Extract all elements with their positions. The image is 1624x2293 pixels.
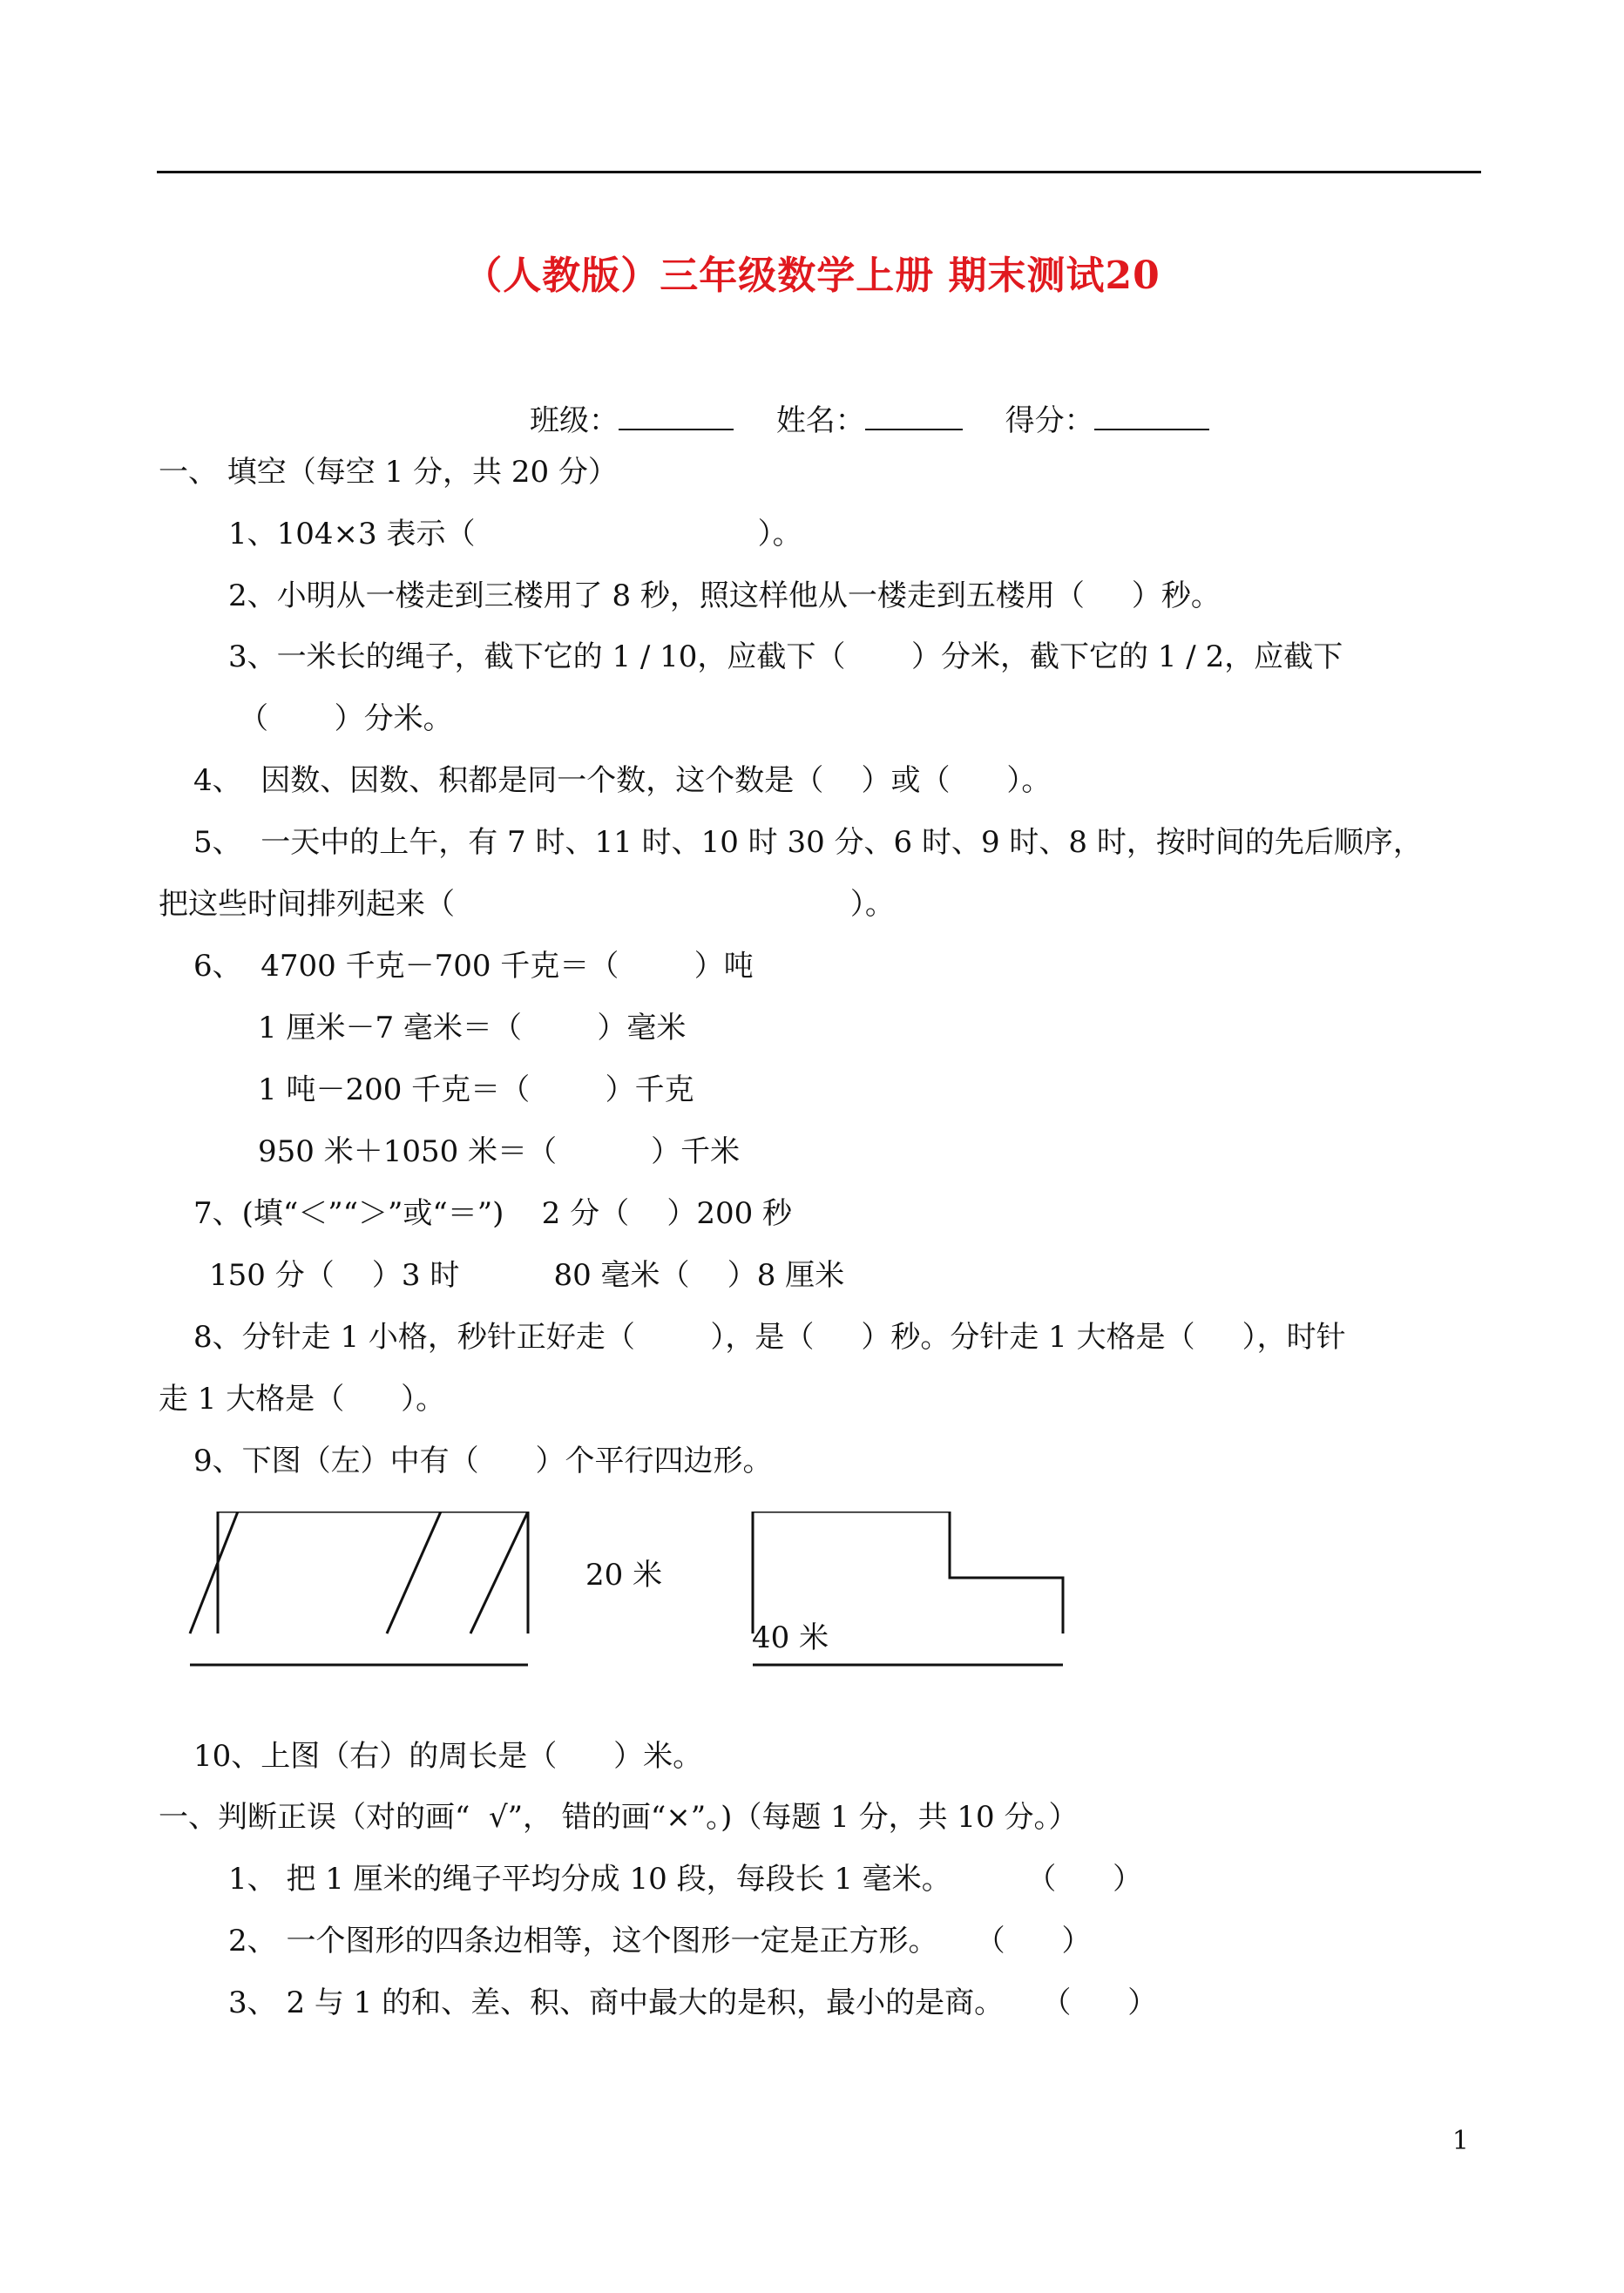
question-4: 4、 因数、因数、积都是同一个数，这个数是（ ）或（ ）。: [193, 763, 1052, 798]
left-figure-slant-2: [387, 1512, 441, 1634]
section2-heading: 一、判断正误（对的画“ √”， 错的画“×”。)（每题 1 分，共 10 分。）: [159, 1800, 1079, 1835]
label-40-meters: 40 米: [752, 1620, 829, 1655]
question-6b: 1 厘米－7 毫米＝（ ）毫米: [258, 1011, 687, 1045]
question-8b: 走 1 大格是（ ）。: [159, 1382, 446, 1417]
class-label: 班级：: [530, 403, 619, 438]
parallelogram-figure-left: [190, 1512, 528, 1665]
question-9: 9、下图（左）中有（ ）个平行四边形。: [193, 1444, 773, 1478]
question-6a: 6、 4700 千克－700 千克＝（ ）吨: [193, 949, 754, 984]
question-2: 2、小明从一楼走到三楼用了 8 秒，照这样他从一楼走到五楼用（ ）秒。: [228, 578, 1221, 613]
score-label: 得分：: [1005, 403, 1094, 438]
name-label: 姓名：: [775, 403, 865, 438]
question-5a: 5、 一天中的上午，有 7 时、11 时、10 时 30 分、6 时、9 时、8 时，按时间的先后顺序，: [193, 825, 1423, 860]
question-7a: 7、(填“＜”“＞”或“＝”) 2 分（ ）200 秒: [193, 1196, 793, 1231]
question-5b: 把这些时间排列起来（ ）。: [159, 887, 895, 922]
question-6c: 1 吨－200 千克＝（ ）千克: [258, 1072, 694, 1107]
left-figure-slant-1: [190, 1512, 238, 1634]
class-blank: [619, 404, 734, 430]
name-blank: [865, 404, 963, 430]
student-info-header: [530, 396, 1209, 439]
score-blank: [1094, 404, 1209, 430]
question-3b: （ ）分米。: [239, 701, 453, 736]
page-title: （人教版）三年级数学上册 期末测试20: [464, 254, 1160, 298]
question-8a: 8、分针走 1 小格，秒针正好走（ ），是（ ）秒。分针走 1 大格是（ ），时针: [193, 1320, 1346, 1355]
page-number: 1: [1451, 2126, 1469, 2156]
question-1: 1、104×3 表示（ ）。: [228, 517, 802, 551]
judge-2: 2、 一个图形的四条边相等，这个图形一定是正方形。 （ ）: [228, 1924, 1092, 1958]
question-3a: 3、一米长的绳子，截下它的 1 / 10，应截下（ ）分米，截下它的 1 / 2，应截下: [228, 639, 1343, 674]
label-20-meters: 20 米: [585, 1558, 663, 1593]
judge-1: 1、 把 1 厘米的绳子平均分成 10 段，每段长 1 毫米。 （ ）: [228, 1862, 1143, 1897]
left-figure-slant-3: [470, 1512, 528, 1634]
question-6d: 950 米＋1050 米＝（ ）千米: [258, 1134, 741, 1169]
question-7b: 150 分（ ）3 时 80 毫米（ ）8 厘米: [209, 1258, 845, 1293]
top-rule: [157, 171, 1481, 173]
judge-3: 3、 2 与 1 的和、差、积、商中最大的是积，最小的是商。 （ ）: [228, 1985, 1158, 2020]
question-10: 10、上图（右）的周长是（ ）米。: [193, 1739, 703, 1774]
section1-heading: 一、 填空（每空 1 分，共 20 分）: [159, 455, 618, 490]
question-9-figures: [174, 1512, 1098, 1686]
